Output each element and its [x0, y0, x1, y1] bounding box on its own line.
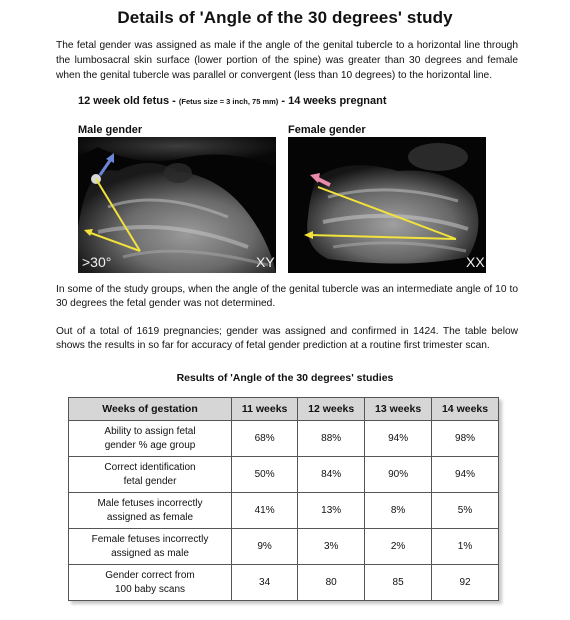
- table-cell: 5%: [432, 493, 499, 529]
- male-image-label: Male gender: [78, 124, 143, 136]
- table-row: [69, 493, 499, 529]
- header-14-weeks: 14 weeks: [432, 398, 499, 421]
- table-cell: 1%: [432, 529, 499, 565]
- results-summary-paragraph: Out of a total of 1619 pregnancies; gender was assigned and confirmed in 1424. The table below shows the results in so far for accuracy of fetal gender prediction at a routine first trimester scan.: [56, 326, 518, 351]
- subhead-tail: - 14 weeks pregnant: [278, 95, 387, 107]
- table-cell: 13%: [298, 493, 365, 529]
- row-label: Ability to assign fetal gender % age group: [69, 421, 232, 457]
- male-ultrasound-image: [78, 137, 276, 273]
- female-image-label: Female gender: [288, 124, 366, 136]
- table-title: Results of 'Angle of the 30 degrees' studies: [176, 372, 394, 384]
- table-cell: 92: [432, 565, 499, 601]
- page-title: Details of 'Angle of the 30 degrees' study: [117, 8, 453, 27]
- female-ultrasound-image: [288, 137, 486, 273]
- header-11-weeks: 11 weeks: [232, 398, 298, 421]
- table-cell: 84%: [298, 457, 365, 493]
- table-cell: 34: [232, 565, 298, 601]
- table-cell: 88%: [298, 421, 365, 457]
- fetus-subheading: [78, 95, 387, 107]
- table-row: [69, 529, 499, 565]
- table-cell: 50%: [232, 457, 298, 493]
- table-cell: 94%: [365, 421, 432, 457]
- header-weeks-of-gestation: Weeks of gestation: [69, 398, 232, 421]
- table-cell: 9%: [232, 529, 298, 565]
- table-cell: 90%: [365, 457, 432, 493]
- intro-paragraph: The fetal gender was assigned as male if the angle of the genital tubercle to a horizontal line through the lumbosacral skin surface (lower portion of the spine) was greater than 30 degrees and female when the genital tubercle was parallel or convergent (less than 10 degrees) to the horizontal line.: [56, 40, 518, 81]
- table-cell: 80: [298, 565, 365, 601]
- row-label: Male fetuses incorrectly assigned as female: [69, 493, 232, 529]
- table-header-row: [69, 398, 499, 421]
- table-cell: 8%: [365, 493, 432, 529]
- table-cell: 3%: [298, 529, 365, 565]
- row-label: Correct identification fetal gender: [69, 457, 232, 493]
- male-chromosome-label: XY: [256, 254, 275, 270]
- header-12-weeks: 12 weeks: [298, 398, 365, 421]
- row-label: Female fetuses incorrectly assigned as male: [69, 529, 232, 565]
- header-13-weeks: 13 weeks: [365, 398, 432, 421]
- subhead-main: 12 week old fetus -: [78, 95, 179, 107]
- table-cell: 68%: [232, 421, 298, 457]
- angle-label: >30°: [82, 254, 112, 270]
- table-cell: 2%: [365, 529, 432, 565]
- table-cell: 98%: [432, 421, 499, 457]
- row-label: Gender correct from 100 baby scans: [69, 565, 232, 601]
- table-cell: 94%: [432, 457, 499, 493]
- female-chromosome-label: XX: [466, 254, 485, 270]
- table-row: [69, 421, 499, 457]
- intermediate-angle-paragraph: In some of the study groups, when the angle of the genital tubercle was an intermediate angle of 10 to 30 degrees the fetal gender was not determined.: [56, 284, 518, 309]
- results-table: [68, 397, 499, 601]
- table-cell: 41%: [232, 493, 298, 529]
- table-row: [69, 457, 499, 493]
- table-cell: 85: [365, 565, 432, 601]
- table-row: [69, 565, 499, 601]
- subhead-fetus-size: (Fetus size = 3 inch, 75 mm): [178, 97, 279, 106]
